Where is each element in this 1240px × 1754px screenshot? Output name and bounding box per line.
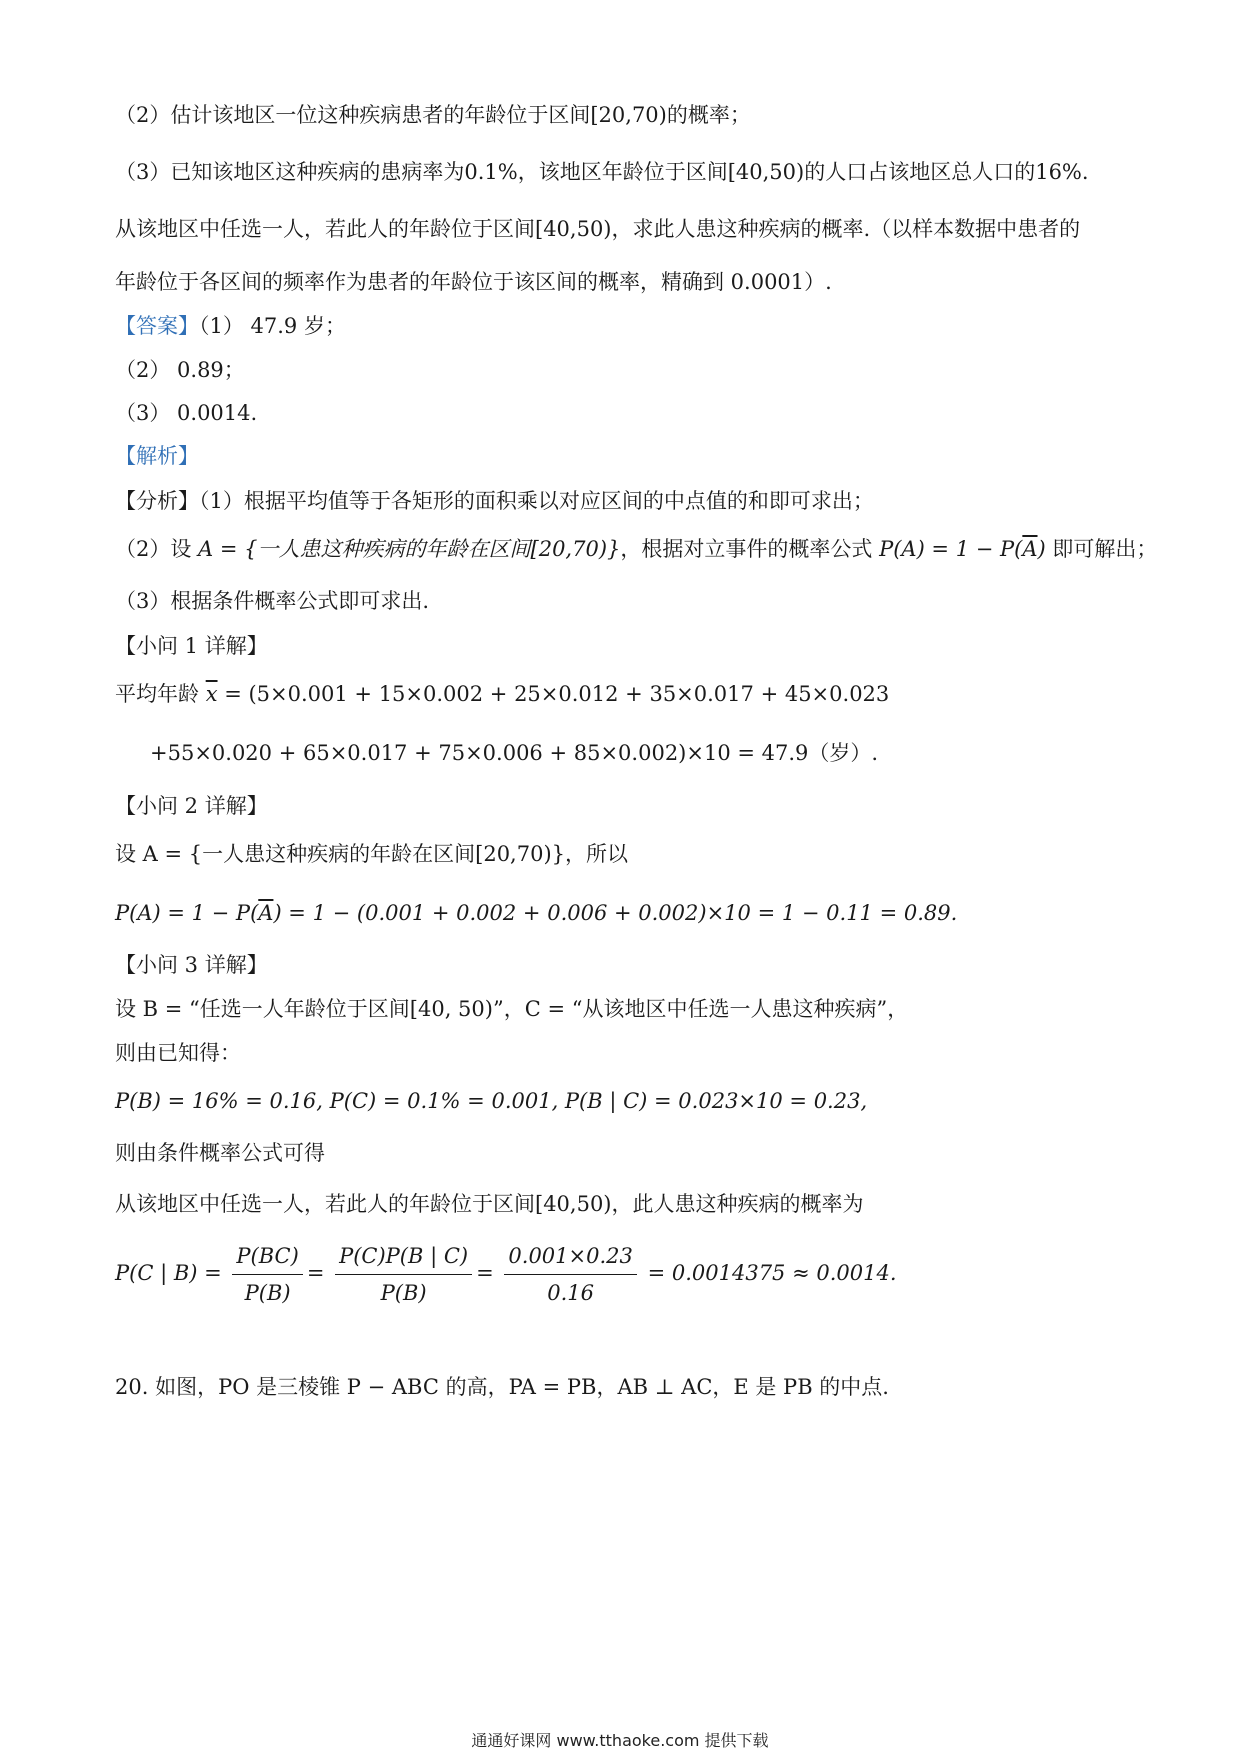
fraction-3 — [504, 1240, 636, 1309]
answer-3: （3） 0.0014. — [115, 401, 258, 425]
detail-1-line-2: +55×0.020 + 65×0.017 + 75×0.006 + 85×0.002)×10 = 47.9（岁）. — [150, 741, 879, 765]
analysis-point-3: （3）根据条件概率公式即可求出. — [115, 589, 430, 613]
mean-age-label: 平均年龄 — [115, 682, 206, 706]
detail-2-formula-right: ) = 1 − (0.001 + 0.002 + 0.006 + 0.002)×10 = 1 − 0.11 = 0.89. — [273, 901, 958, 925]
detail-3-line-2: 则由已知得： — [115, 1041, 241, 1065]
fraction-2-numerator: P(C)P(B | C) — [335, 1240, 472, 1275]
detail-2-complement-event: $\overline{A}$ — [258, 901, 274, 925]
detail-3-line-1: 设 B = “任选一人年龄位于区间[40, 50)”，C = “从该地区中任选一人患这种疾病”， — [115, 997, 909, 1021]
final-formula-lhs: P(C | B) = — [115, 1261, 222, 1285]
event-a-definition: A = {一人患这种疾病的年龄在区间[20,70)} — [198, 537, 621, 561]
fraction-3-denominator: 0.16 — [547, 1281, 595, 1305]
question-3-line-2: 从该地区中任选一人，若此人的年龄位于区间[40,50)，求此人患这种疾病的概率.（以样本数据中患者的 — [115, 217, 1081, 241]
final-formula: P(C | B) = $\frac{P(BC)}{P(B)}$ = $\frac{P(C)P(B | C)}{P(B)}$ = $\frac{0.001\times 0.23}{0.16}$ = 0.0014375 ≈ 0.0014. — [115, 1240, 897, 1309]
fraction-1-denominator: P(B) — [244, 1281, 291, 1305]
detail-3-heading: 【小问 3 详解】 — [115, 953, 268, 977]
question-3-line-3: 年龄位于各区间的频率作为患者的年龄位于该区间的概率，精确到 0.0001）. — [115, 270, 832, 294]
detail-2-line-2 — [115, 898, 957, 928]
question-2: （2）估计该地区一位这种疾病患者的年龄位于区间[20,70)的概率； — [115, 103, 751, 127]
fraction-3-numerator: 0.001×0.23 — [504, 1240, 636, 1275]
mean-symbol: $\overline{x}$ — [205, 682, 218, 706]
question-3-line-1: （3）已知该地区这种疾病的患病率为0.1%，该地区年龄位于区间[40,50)的人口占该地区总人口的16%. — [115, 160, 1089, 184]
answer-tag: 【答案】 — [115, 314, 199, 338]
analysis-point-1: 【分析】（1）根据平均值等于各矩形的面积乘以对应区间的中点值的和即可求出； — [115, 489, 874, 513]
detail-1-line-1 — [115, 679, 889, 709]
answer-2: （2） 0.89； — [115, 358, 245, 382]
analysis-point-2-prefix: （2）设 — [115, 537, 199, 561]
mean-formula-part-1: = (5×0.001 + 15×0.002 + 25×0.012 + 35×0.017 + 45×0.023 — [217, 682, 890, 706]
detail-3-line-5: 从该地区中任选一人，若此人的年龄位于区间[40,50)，此人患这种疾病的概率为 — [115, 1192, 864, 1216]
fraction-2-denominator: P(B) — [380, 1281, 427, 1305]
complement-formula-left: P(A) = 1 − P( — [879, 537, 1023, 561]
analysis-point-2 — [115, 534, 1157, 564]
detail-3-line-3: P(B) = 16% = 0.16, P(C) = 0.1% = 0.001, P(B | C) = 0.023×10 = 0.23, — [115, 1089, 868, 1113]
fraction-1-numerator: P(BC) — [232, 1240, 302, 1275]
question-20: 20. 如图，PO 是三棱锥 P − ABC 的高，PA = PB，AB ⊥ AC，E 是 PB 的中点. — [115, 1375, 889, 1399]
detail-2-heading: 【小问 2 详解】 — [115, 794, 268, 818]
final-formula-rhs: = 0.0014375 ≈ 0.0014. — [647, 1261, 897, 1285]
complement-formula-right: ) — [1037, 537, 1046, 561]
answer-line-1 — [115, 311, 346, 341]
detail-1-heading: 【小问 1 详解】 — [115, 634, 268, 658]
answer-1: （1） 47.9 岁； — [199, 314, 346, 338]
complement-formula — [879, 537, 1046, 561]
detail-2-line-1: 设 A = {一人患这种疾病的年龄在区间[20,70)}，所以 — [115, 842, 629, 866]
analysis-point-2-middle: ，根据对立事件的概率公式 — [620, 537, 880, 561]
analysis-point-2-suffix: 即可解出； — [1045, 537, 1158, 561]
complement-event: $\overline{A}$ — [1022, 537, 1038, 561]
detail-3-line-4: 则由条件概率公式可得 — [115, 1141, 325, 1165]
fraction-2 — [335, 1240, 472, 1309]
fraction-1 — [232, 1240, 302, 1309]
detail-2-formula-left: P(A) = 1 − P( — [115, 901, 259, 925]
analysis-tag: 【解析】 — [115, 444, 199, 468]
footer-watermark: 通通好课网 www.tthaoke.com 提供下载 — [471, 1731, 769, 1750]
